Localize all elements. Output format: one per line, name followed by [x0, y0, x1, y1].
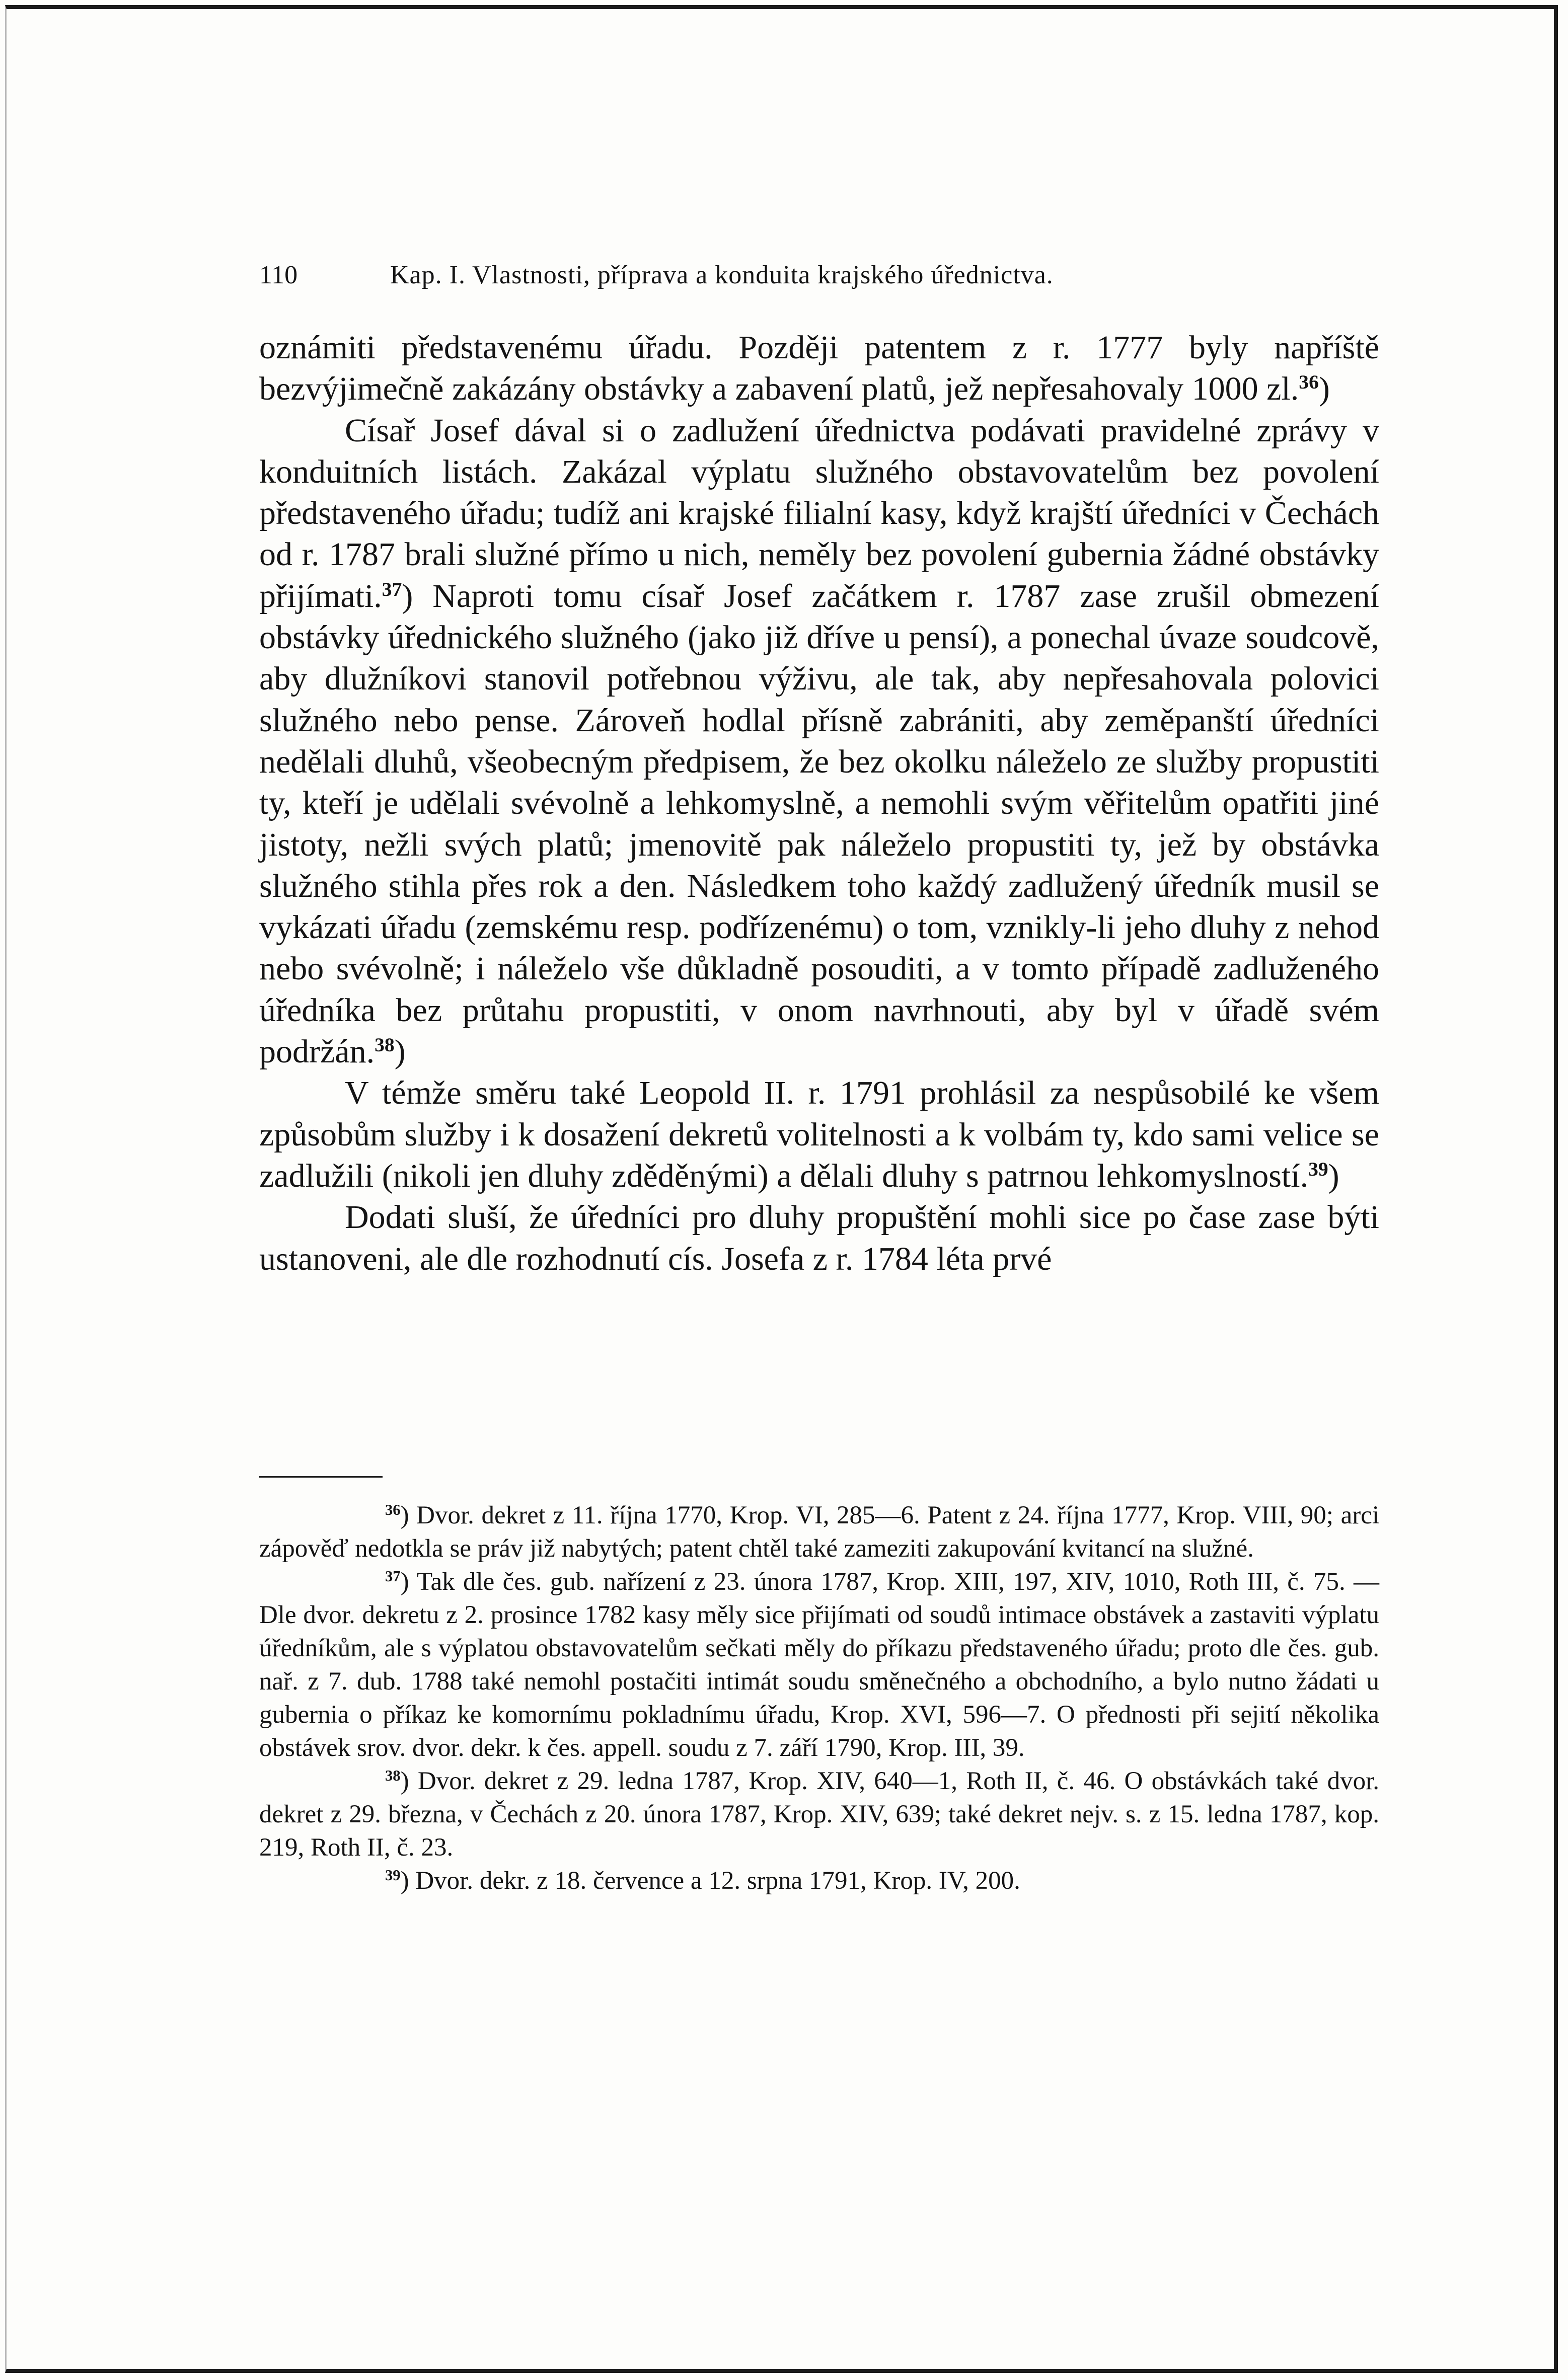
- footnote-marker: 39: [385, 1867, 401, 1884]
- footnote-36: [259, 1499, 1379, 1565]
- paragraph-4: [259, 1197, 1379, 1280]
- footnote-marker: 37: [385, 1568, 401, 1585]
- paragraph-text: oznámiti představenému úřadu. Později patentem z r. 1777 byly napříště bezvýjimečně zakázány obstávky a zabavení platů, jež nepřesahovaly 1000 zl.: [259, 329, 1379, 408]
- paragraph-2: [259, 410, 1379, 1073]
- page-header: [259, 258, 1377, 293]
- page-number: 110: [259, 261, 298, 289]
- footnote-separator: [259, 1476, 383, 1478]
- paragraph-text: Císař Josef dával si o zadlužení úřednictva podávati pravidelné zprávy v konduitních listách. Zakázal výplatu služného obstavovatelům bez povolení představeného úřadu; tudíž ani krajské filialní kasy, když krajští úředníci v Čechách od r. 1787 brali služné přímo u nich, neměly bez povolení gubernia žádné obstávky přijímati.: [259, 412, 1379, 615]
- ref-paren: ): [1328, 1157, 1339, 1194]
- footnote-37: [259, 1565, 1379, 1764]
- footnote-ref-39: 39: [1308, 1158, 1328, 1181]
- footnote-ref-37: 37: [382, 578, 402, 601]
- footnote-38: [259, 1764, 1379, 1864]
- ref-paren: ): [394, 1033, 406, 1070]
- footnote-39: [259, 1864, 1379, 1897]
- footnote-text: ) Tak dle čes. gub. nařízení z 23. února 1787, Krop. XIII, 197, XIV, 1010, Roth III, č. 75. — Dle dvor. dekretu z 2. prosince 1782 kasy měly sice přijímati od soudů intimace obstávek a zastaviti výplatu úředníkům, ale s výplatou obstavovatelům sečkati měly do příkazu představeného úřadu; proto dle čes. gub. nař. z 7. dub. 1788 také nemohl postačiti intimát soudu směnečného a obchodního, a bylo nutno žádati u gubernia o příkaz ke komornímu pokladnímu úřadu, Krop. XVI, 596—7. O přednosti při sejití několika obstávek srov. dvor. dekr. k čes. appell. soudu z 7. září 1790, Krop. III, 39.: [259, 1568, 1379, 1762]
- footnote-text: ) Dvor. dekret z 11. října 1770, Krop. VI, 285—6. Patent z 24. října 1777, Krop. VIII, 90; arci zápověď nedotkla se práv již nabytých; patent chtěl také zameziti zakupování kvitancí na služné.: [259, 1501, 1379, 1563]
- footnote-marker: 36: [385, 1501, 401, 1519]
- ref-paren: ): [1318, 370, 1330, 408]
- body-text: [259, 327, 1379, 1280]
- running-head: Kap. I. Vlastnosti, příprava a konduita krajského úřednictva.: [390, 261, 1054, 289]
- paragraph-text: V témže směru také Leopold II. r. 1791 prohlásil za nespůsobilé ke všem způsobům služby i k dosažení dekretů volitelnosti a k volbám ty, kdo sami velice se zadlužili (nikoli jen dluhy zděděnými) a dělali dluhy s patrnou lehkomyslností.: [259, 1074, 1379, 1194]
- footnote-ref-36: 36: [1299, 371, 1319, 394]
- paragraph-text: Dodati sluší, že úředníci pro dluhy propuštění mohli sice po čase zase býti ustanoveni, ale dle rozhodnutí cís. Josefa z r. 1784 léta prvé: [259, 1199, 1379, 1277]
- footnote-text: ) Dvor. dekr. z 18. července a 12. srpna 1791, Krop. IV, 200.: [400, 1867, 1020, 1895]
- footnote-marker: 38: [385, 1767, 401, 1785]
- paragraph-1: [259, 327, 1379, 410]
- footnote-text: ) Dvor. dekret z 29. ledna 1787, Krop. XIV, 640—1, Roth II, č. 46. O obstávkách také dvor. dekret z 29. března, v Čechách z 20. února 1787, Krop. XIV, 639; také dekret nejv. s. z 15. ledna 1787, kop. 219, Roth II, č. 23.: [259, 1767, 1379, 1862]
- footnote-ref-38: 38: [375, 1034, 395, 1056]
- footnotes: [259, 1499, 1379, 1897]
- paragraph-3: [259, 1072, 1379, 1197]
- paragraph-text: ) Naproti tomu císař Josef začátkem r. 1787 zase zrušil obmezení obstávky úřednického služného (jako již dříve u pensí), a ponechal úvaze soudcově, aby dlužníkovi stanovil potřebnou výživu, ale tak, aby nepřesahovala polovici služného nebo pense. Zároveň hodlal přísně zabrániti, aby zeměpanští úředníci nedělali dluhů, všeobecným předpisem, že bez okolku náleželo ze služby propustiti ty, kteří je udělali svévolně a lehkomyslně, a nemohli svým věřitelům opatřiti jiné jistoty, nežli svých platů; jmenovitě pak náleželo propustiti ty, jež by obstávka služného stihla přes rok a den. Následkem toho každý zadlužený úředník musil se vykázati úřadu (zemskému resp. podřízenému) o tom, vznikly-li jeho dluhy z nehod nebo svévolně; i náleželo vše důkladně posouditi, a v tomto případě zadluženého úředníka bez průtahu propustiti, v onom navrhnouti, aby byl v úřadě svém podržán.: [259, 577, 1379, 1070]
